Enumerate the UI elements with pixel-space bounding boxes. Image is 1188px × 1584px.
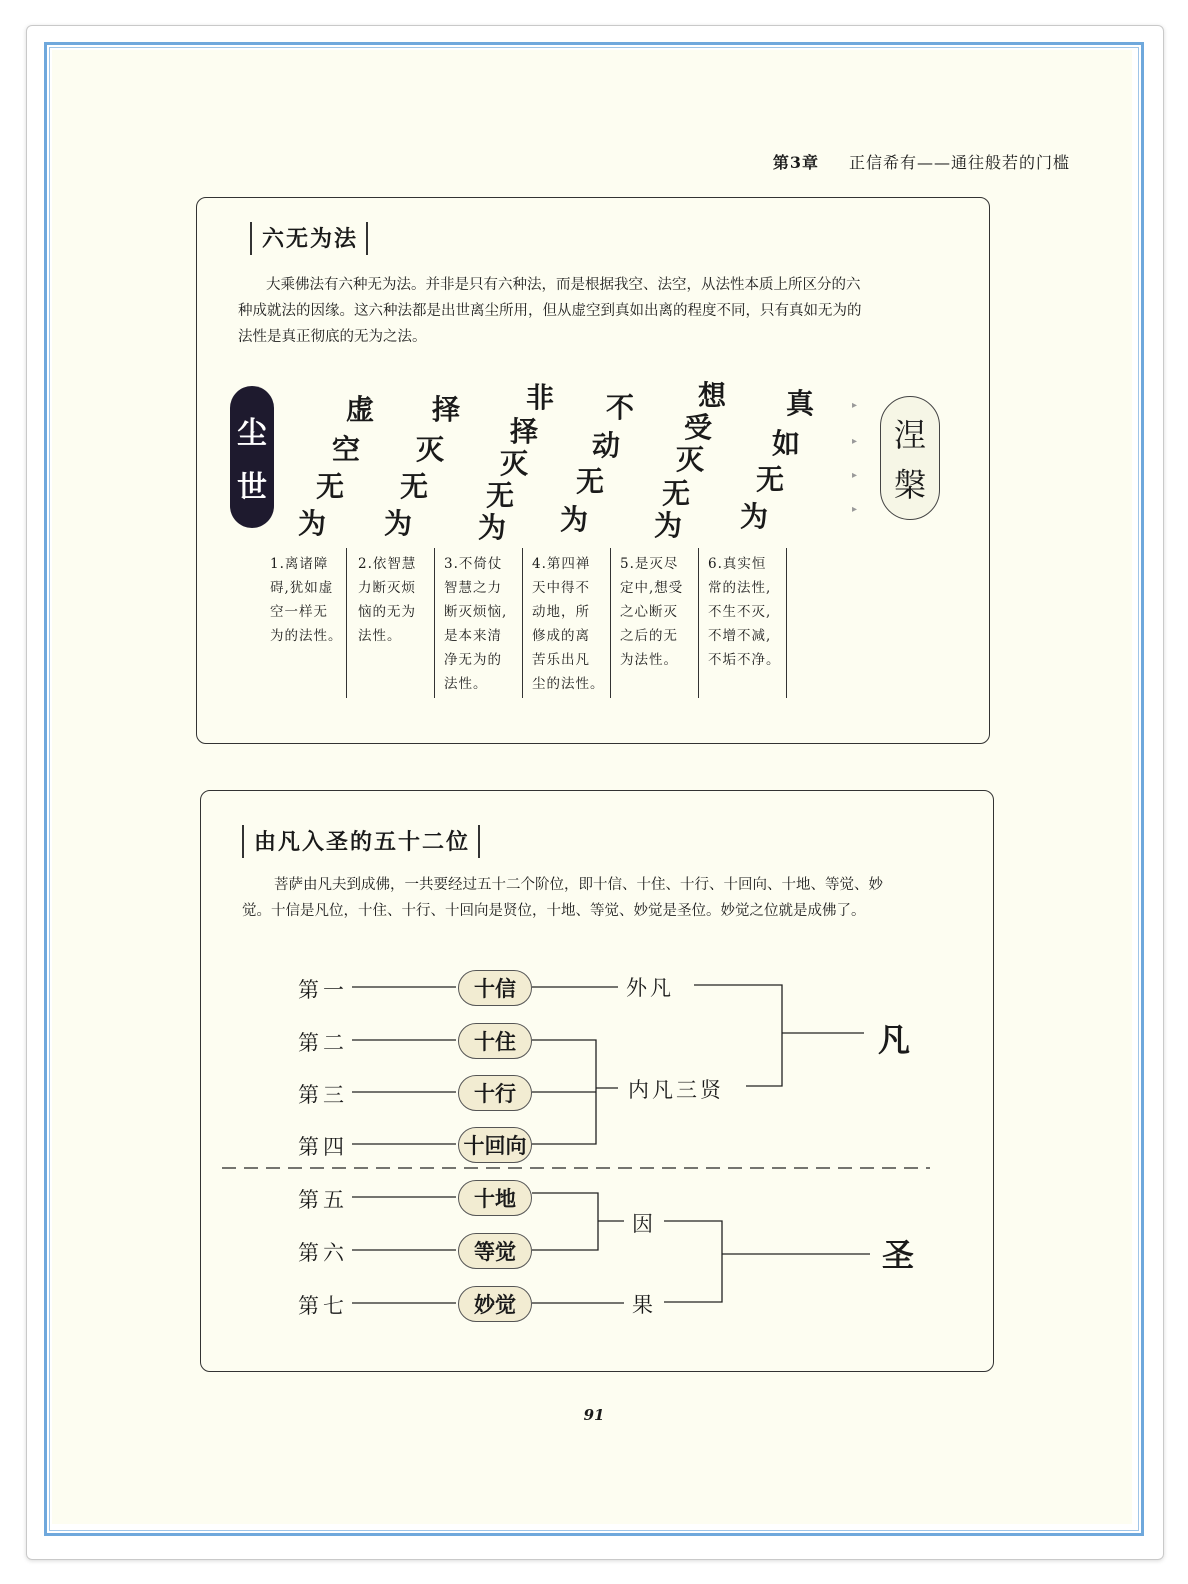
col4-char: 动	[592, 429, 621, 462]
group-inner-ordinary: 内凡三贤	[628, 1078, 724, 1102]
col5-char: 灭	[676, 443, 705, 476]
section2-title: 由凡入圣的五十二位	[242, 825, 480, 858]
stage-pill: 十住	[458, 1023, 532, 1059]
col5-char: 受	[684, 411, 713, 444]
col5-char: 为	[654, 509, 683, 542]
result-ordinary: 凡	[878, 1021, 911, 1059]
desc-line: 常的法性,	[708, 580, 772, 596]
desc-line: 为的法性。	[270, 628, 343, 644]
section1-title: 六无为法	[250, 222, 368, 255]
col6-char: 真	[786, 387, 815, 420]
desc-line: 之后的无	[620, 628, 678, 644]
col2-char: 灭	[416, 433, 445, 466]
desc-line: 2.依智慧	[358, 556, 417, 572]
col6-char: 无	[756, 463, 785, 496]
desc-line: 1.离诸障	[270, 556, 329, 572]
desc-line: 不增不减,	[708, 628, 772, 644]
desc-line: 恼的无为	[358, 604, 416, 620]
desc-line: 动地，所	[532, 604, 590, 620]
desc-line: 5.是灭尽	[620, 556, 679, 572]
intro-line: 种成就法的因缘。这六种法都是出世离尘所用，但从虚空到真如出离的程度不同，只有真如无为的	[238, 303, 862, 319]
col4-char: 不	[606, 391, 635, 424]
desc-line: 碍,犹如虚	[270, 580, 334, 596]
col1-char: 无	[316, 470, 345, 503]
desc-line: 空一样无	[270, 604, 328, 620]
col4-char: 为	[560, 503, 589, 536]
col3-char: 灭	[500, 447, 529, 480]
world-char: 世	[237, 470, 267, 505]
chapter-title: 正信希有——通往般若的门槛	[848, 153, 1070, 172]
intro-line: 菩萨由凡夫到成佛，一共要经过五十二个阶位，即十信、十住、十行、十回向、十地、等觉、妙	[274, 877, 883, 893]
desc-line: 法性。	[444, 676, 488, 692]
stage-pill: 等觉	[458, 1233, 532, 1269]
nirvana-char: 涅	[893, 416, 926, 454]
nirvana-char: 槃	[893, 466, 926, 504]
stage-pill: 十回向	[458, 1127, 532, 1163]
desc-line: 力断灭烦	[358, 580, 416, 596]
desc-line: 净无为的	[444, 652, 502, 668]
intro-line: 法性是真正彻底的无为之法。	[238, 329, 427, 345]
chapter-label: 第3章	[772, 153, 819, 172]
stage-pill: 十行	[458, 1075, 532, 1111]
intro-line: 大乘佛法有六种无为法。并非是只有六种法，而是根据我空、法空，从法性本质上所区分的六	[266, 277, 861, 293]
dust-char: 尘	[237, 416, 267, 451]
col3-char: 无	[486, 479, 515, 512]
stage-pill: 十地	[458, 1180, 532, 1216]
arrow-icon: ▸	[852, 470, 858, 481]
arrow-icon: ▸	[852, 504, 858, 515]
col6-char: 为	[740, 500, 769, 533]
desc-line: 3.不倚仗	[444, 556, 503, 572]
arrow-icon: ▸	[852, 436, 858, 447]
col1-char: 为	[298, 507, 327, 540]
desc-line: 定中,想受	[620, 580, 684, 596]
desc-line: 苦乐出凡	[532, 652, 590, 668]
group-cause: 因	[632, 1212, 656, 1236]
stage-pill: 十信	[458, 970, 532, 1006]
col6-char: 如	[772, 427, 801, 460]
desc-line: 尘的法性。	[532, 676, 605, 692]
stage-row-label: 第五	[298, 1188, 348, 1212]
col3-char: 择	[510, 415, 539, 448]
desc-line: 4.第四禅	[532, 556, 591, 572]
col5-char: 想	[698, 379, 727, 412]
page-number: 91	[583, 1406, 605, 1424]
col3-char: 非	[526, 381, 555, 414]
stage-row-label: 第七	[298, 1294, 348, 1318]
stage-pill: 妙觉	[458, 1286, 532, 1322]
group-effect: 果	[632, 1293, 656, 1317]
desc-line: 不生不灭,	[708, 604, 772, 620]
stage-row-label: 第三	[298, 1083, 348, 1107]
desc-line: 为法性。	[620, 652, 678, 668]
stage-row-label: 第一	[298, 978, 348, 1002]
arrow-icon: ▸	[852, 400, 858, 411]
desc-line: 法性。	[358, 628, 402, 644]
stage-row-label: 第六	[298, 1241, 348, 1265]
desc-line: 智慧之力	[444, 580, 502, 596]
stage-row-label: 第二	[298, 1031, 348, 1055]
desc-line: 断灭烦恼,	[444, 604, 508, 620]
desc-line: 6.真实恒	[708, 556, 767, 572]
intro-line: 觉。十信是凡位，十住、十行、十回向是贤位，十地、等觉、妙觉是圣位。妙觉之位就是成佛了。	[242, 903, 866, 919]
col5-char: 无	[662, 477, 691, 510]
desc-line: 天中得不	[532, 580, 590, 596]
desc-line: 修成的离	[532, 628, 590, 644]
result-sage: 圣	[882, 1236, 915, 1274]
col2-char: 无	[400, 470, 429, 503]
desc-line: 是本来清	[444, 628, 502, 644]
desc-line: 之心断灭	[620, 604, 678, 620]
group-outer-ordinary: 外凡	[626, 976, 674, 1000]
col3-char: 为	[478, 511, 507, 544]
col1-char: 空	[332, 433, 361, 466]
col1-char: 虚	[346, 393, 375, 426]
desc-line: 不垢不净。	[708, 652, 781, 668]
col2-char: 择	[432, 393, 461, 426]
col2-char: 为	[384, 507, 413, 540]
col4-char: 无	[576, 465, 605, 498]
stage-row-label: 第四	[298, 1135, 348, 1159]
